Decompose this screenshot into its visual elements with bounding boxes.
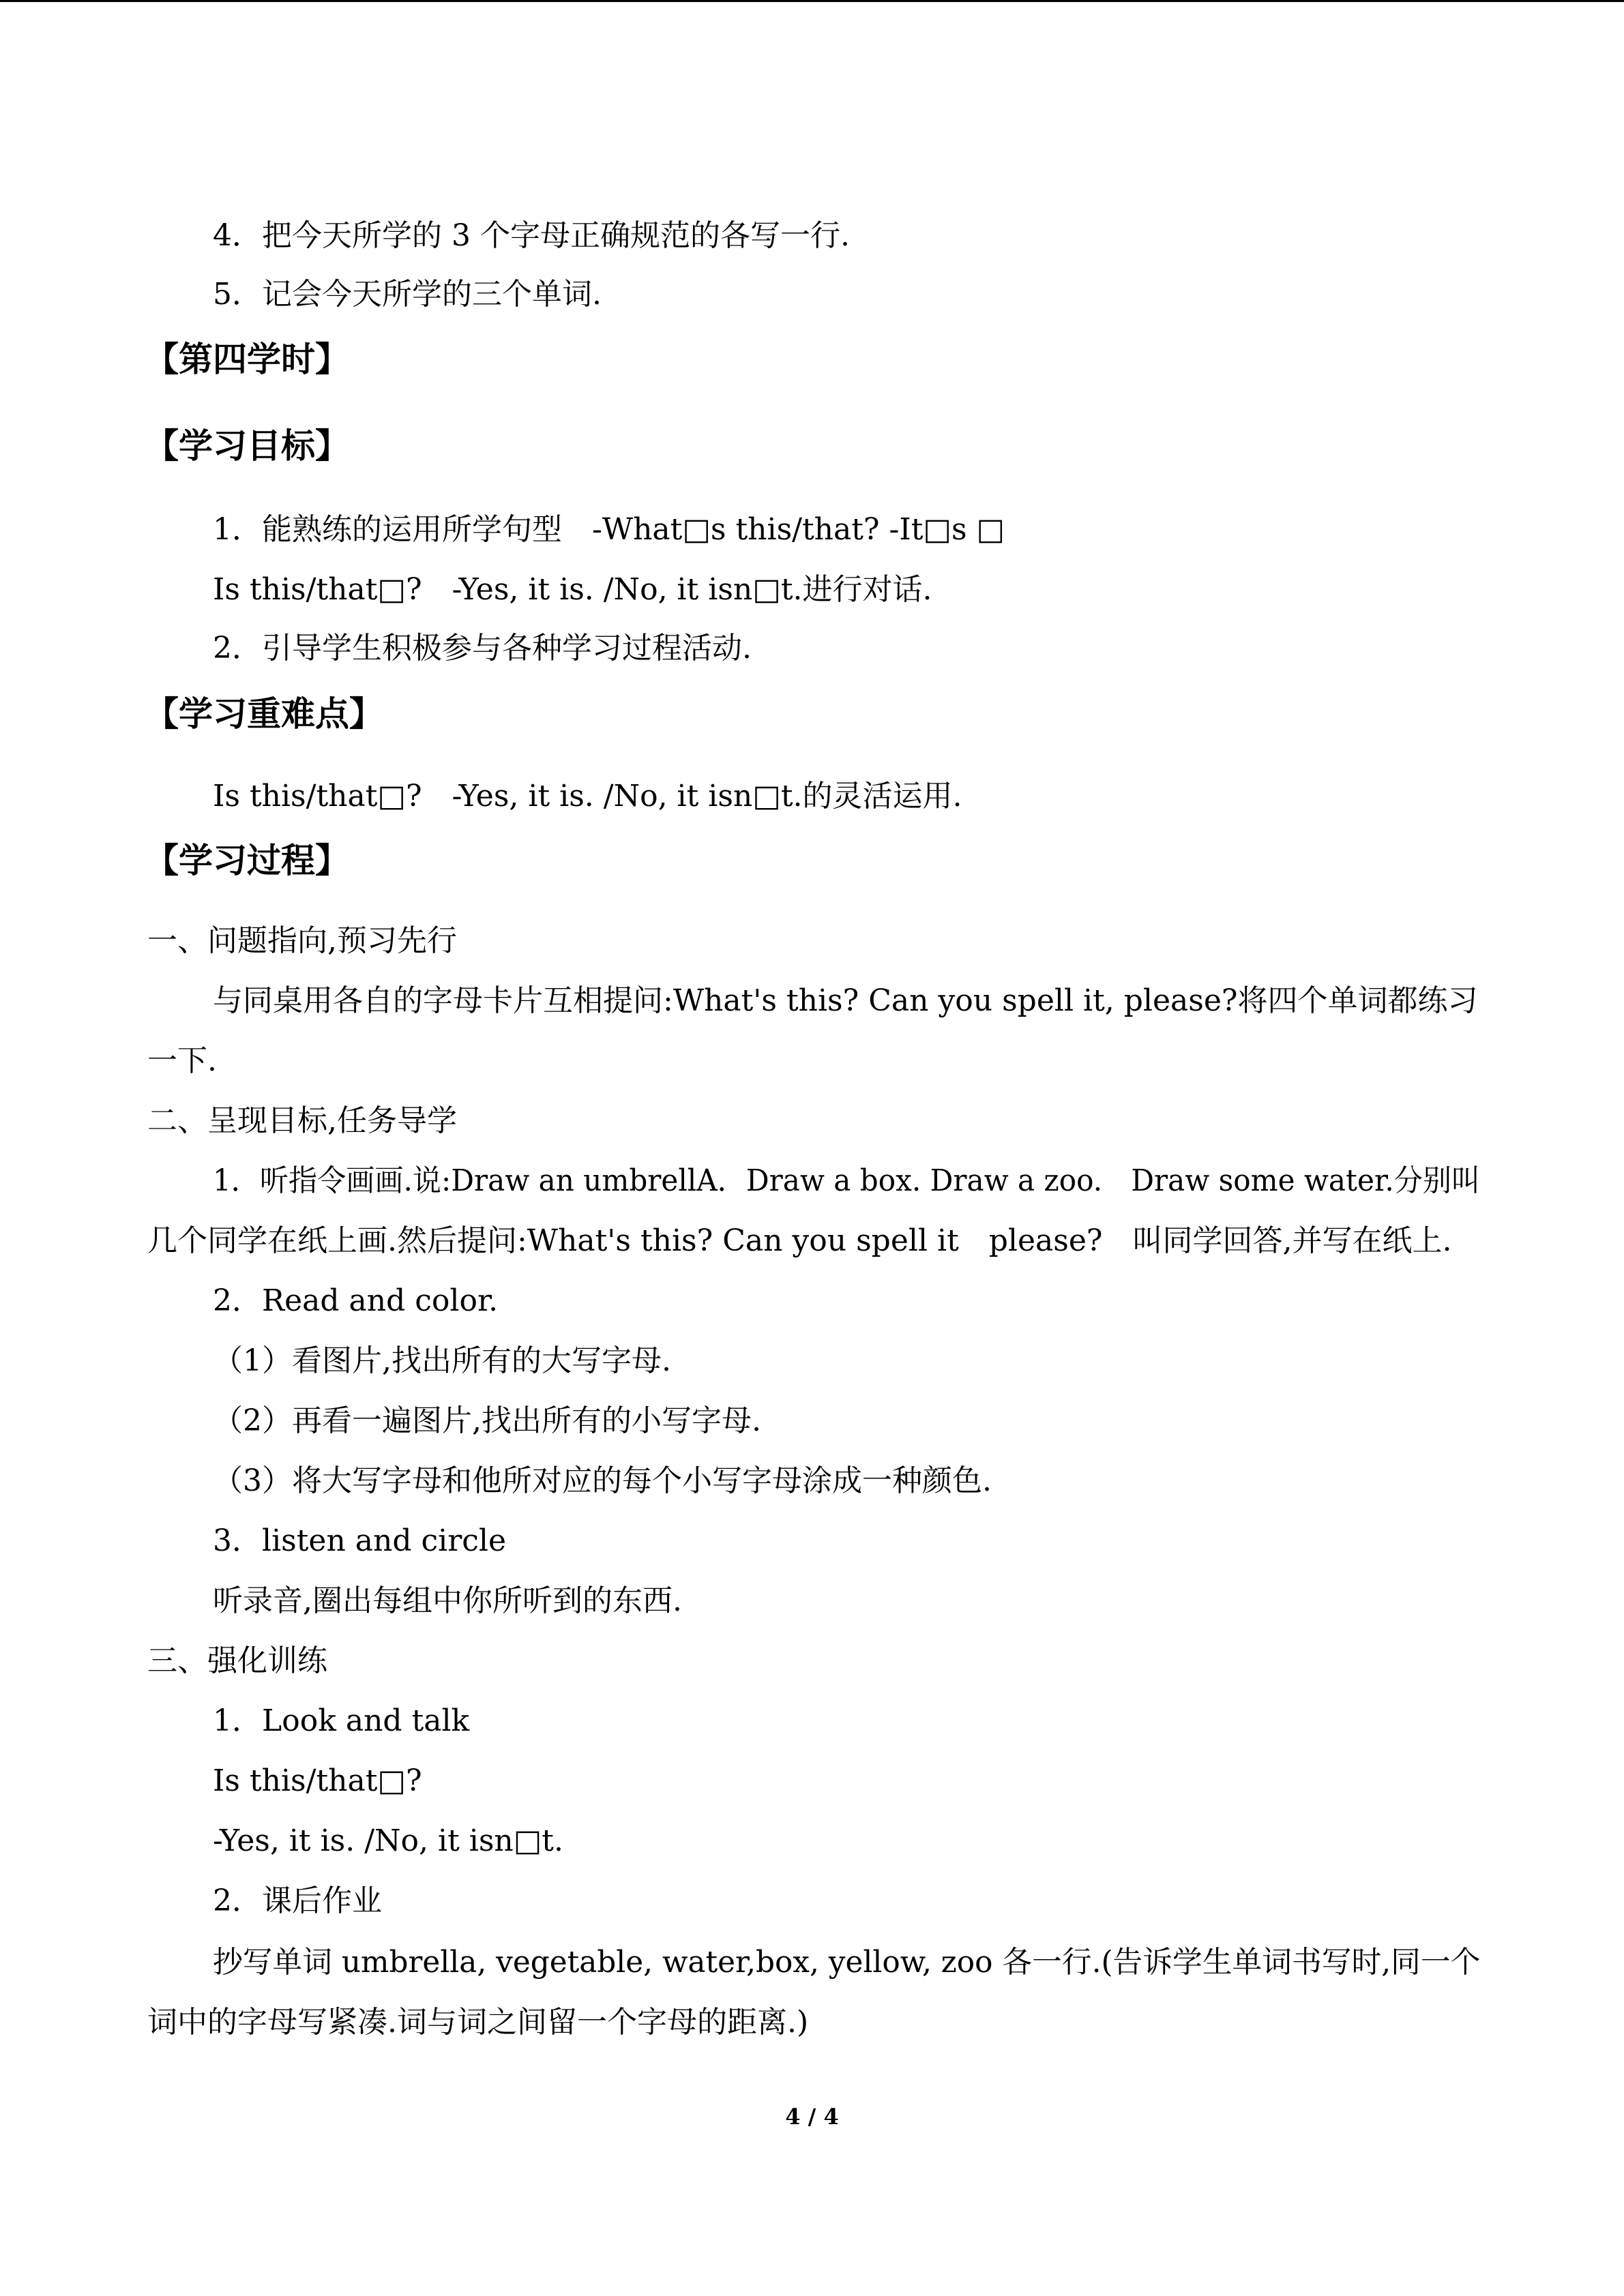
text-line: 1．能熟练的运用所学句型 -What□s this/that? -It□s □ (213, 512, 1005, 547)
section-heading: 【第四学时】 (145, 340, 349, 379)
text-line: -Yes, it is. /No, it isn□t. (213, 1823, 563, 1858)
text-line: 三、强化训练 (147, 1643, 327, 1678)
text-line: （3）将大写字母和他所对应的每个小写字母涂成一种颜色. (213, 1463, 992, 1498)
section-heading: 【学习重难点】 (145, 694, 383, 734)
page-number: 4 / 4 (785, 2104, 839, 2130)
text-line: Is this/that□? -Yes, it is. /No, it isn□t.的灵活运用. (213, 779, 962, 814)
text-line: 2．Read and color. (213, 1283, 499, 1318)
text-line: 2．引导学生积极参与各种学习过程活动. (213, 631, 752, 666)
text-line: Is this/that□? (213, 1763, 422, 1798)
text-line: 听录音,圈出每组中你所听到的东西. (213, 1583, 682, 1618)
text-line: 3．listen and circle (213, 1523, 506, 1558)
text-line: 4．把今天所学的 3 个字母正确规范的各写一行. (213, 218, 850, 253)
text-line: 一、问题指向,预习先行 (147, 923, 457, 958)
text-line: 5．记会今天所学的三个单词. (213, 277, 602, 312)
text-line: 词中的字母写紧凑.词与词之间留一个字母的距离.) (147, 2005, 809, 2040)
text-line: 二、呈现目标,任务导学 (147, 1103, 457, 1138)
section-heading: 【学习目标】 (145, 426, 349, 466)
text-line: 与同桌用各自的字母卡片互相提问:What's this? Can you spell it, please?将四个单词都练习 (213, 983, 1478, 1018)
text-line: Is this/that□? -Yes, it is. /No, it isn□t.进行对话. (213, 572, 932, 607)
text-line: （1）看图片,找出所有的大写字母. (213, 1343, 671, 1378)
text-line: 抄写单词 umbrella, vegetable, water,box, yellow, zoo 各一行.(告诉学生单词书写时,同一个 (213, 1945, 1481, 1980)
text-line: 几个同学在纸上画.然后提问:What's this? Can you spell it please? 叫同学回答,并写在纸上. (147, 1223, 1452, 1258)
text-line: 1．听指令画画.说:Draw an umbrellA．Draw a box. Draw a zoo. Draw some water.分别叫 (213, 1163, 1481, 1198)
section-heading: 【学习过程】 (145, 841, 349, 880)
text-line: 1．Look and talk (213, 1703, 470, 1738)
text-line: 一下. (147, 1043, 217, 1078)
text-line: （2）再看一遍图片,找出所有的小写字母. (213, 1403, 761, 1438)
text-line: 2．课后作业 (213, 1883, 382, 1918)
